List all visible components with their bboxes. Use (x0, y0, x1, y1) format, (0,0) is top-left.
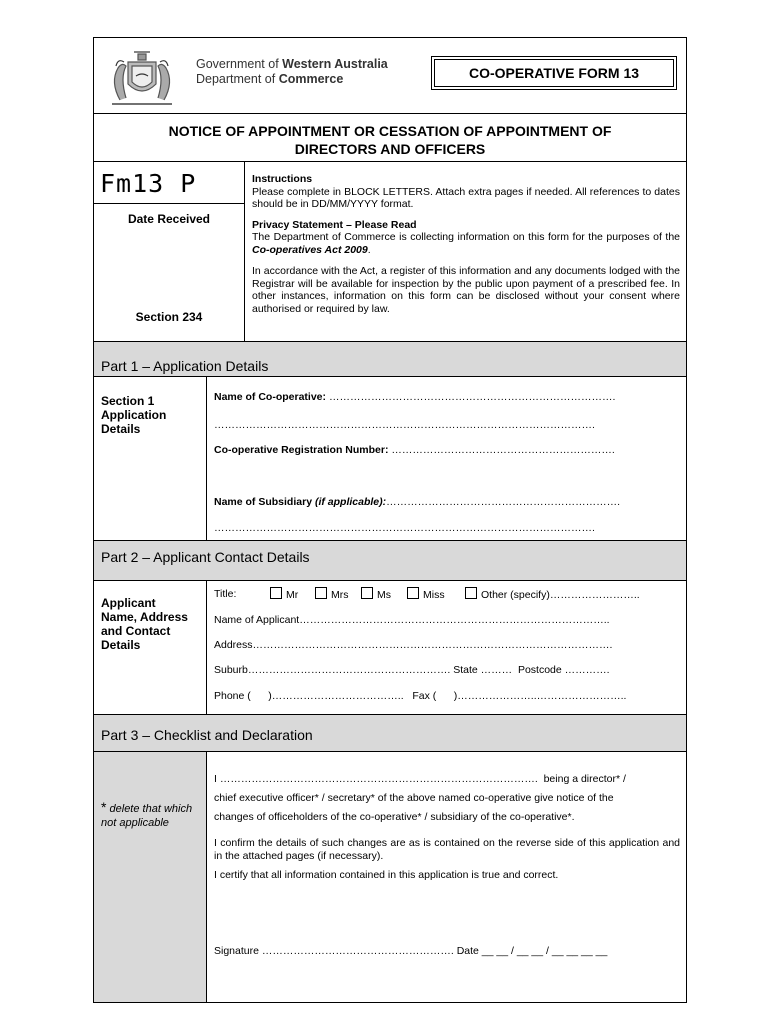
declaration-line1[interactable]: I ………………………………………………………………………………. being a director* / (214, 773, 626, 785)
certify-text: I certify that all information contained in this application is true and correct. (214, 869, 559, 881)
date-received-label: Date Received (127, 212, 211, 226)
part1-side-label: Section 1 Application Details (101, 394, 167, 436)
page-title (94, 122, 686, 158)
part3-side-note: * delete that which not applicable (101, 799, 193, 829)
privacy-text: The Department of Commerce is collecting information on this form for the purposes of the Co-operatives Act 2009. (252, 231, 680, 256)
coop-name-field[interactable]: Name of Co-operative: ………………………………………………………………………. (214, 391, 616, 403)
checkbox-icon (361, 587, 373, 599)
reg-number-field[interactable]: Co-operative Registration Number: ………………………………………………………. (214, 444, 615, 456)
declaration-line2: chief executive officer* / secretary* of the above named co-operative give notice of the (214, 792, 614, 804)
title-option-mr[interactable]: Mr (270, 587, 298, 601)
subsidiary-field[interactable]: Name of Subsidiary (if applicable):…………………………………………………………. (214, 496, 621, 508)
register-text: In accordance with the Act, a register of this information and any documents lodged with the Registrar will be available for inspection by the public upon payment of a prescribed fee. In other instances, information on this form can be disclosed without your consent where authorised or required by law. (252, 265, 680, 315)
gov-title-line1: Government of Western Australia (196, 57, 388, 71)
coop-name-line2[interactable]: ………………………………………………………………………………………………. (214, 419, 595, 431)
form-frame (93, 37, 687, 1003)
checkbox-icon (465, 587, 477, 599)
declaration-line3: changes of officeholders of the co-operative* / subsidiary of the co-operative*. (214, 811, 575, 823)
subsidiary-line2[interactable]: ………………………………………………………………………………………………. (214, 522, 595, 534)
title-option-ms[interactable]: Ms (361, 587, 391, 601)
page-title-line1: NOTICE OF APPOINTMENT OR CESSATION OF APPOINTMENT OF (168, 123, 612, 139)
form-label-box (431, 56, 677, 90)
part2-side-label: Applicant Name, Address and Contact Details (101, 596, 188, 652)
suburb-field[interactable]: Suburb…………………………………………………. State ……… Postcode …………. (214, 664, 610, 676)
gov-title-line2: Department of Commerce (196, 72, 344, 86)
form-code: Fm13 P (100, 169, 197, 198)
address-field[interactable]: Address…………………………………………………………………………………………. (214, 639, 613, 651)
form-label: CO-OPERATIVE FORM 13 (468, 65, 640, 81)
part3-heading: Part 3 – Checklist and Declaration (101, 727, 313, 743)
signature-date-field[interactable]: Signature ………………………………………………. Date __ __ / __ __ / __ __ __ __ (214, 945, 608, 957)
part1-heading: Part 1 – Application Details (101, 358, 269, 374)
instructions-text: Please complete in BLOCK LETTERS. Attach extra pages if needed. All references to dates should be in DD/MM/YYYY format. (252, 185, 680, 210)
section-label: Section 234 (135, 310, 203, 324)
title-option-mrs[interactable]: Mrs (315, 587, 349, 601)
confirm-text: I confirm the details of such changes are as is contained on the reverse side of this application and in the attached pages (if necessary). (214, 837, 680, 862)
checkbox-icon (270, 587, 282, 599)
page-title-line2: DIRECTORS AND OFFICERS (294, 141, 486, 157)
applicant-name-field[interactable]: Name of Applicant…………………………………………………………………………….. (214, 614, 610, 626)
checkbox-icon (407, 587, 419, 599)
title-option-other[interactable]: Other (specify)…………………….. (465, 587, 640, 601)
title-label: Title: (214, 588, 237, 600)
title-option-miss[interactable]: Miss (407, 587, 445, 601)
checkbox-icon (315, 587, 327, 599)
instructions-block (252, 173, 680, 315)
privacy-heading: Privacy Statement – Please Read (252, 218, 417, 231)
wa-crest-icon (100, 42, 184, 108)
part2-heading: Part 2 – Applicant Contact Details (101, 549, 310, 565)
instructions-heading: Instructions (252, 173, 313, 185)
phone-fax-field[interactable]: Phone ( )……………………………….. Fax ( )…………………..…………………….. (214, 690, 627, 702)
